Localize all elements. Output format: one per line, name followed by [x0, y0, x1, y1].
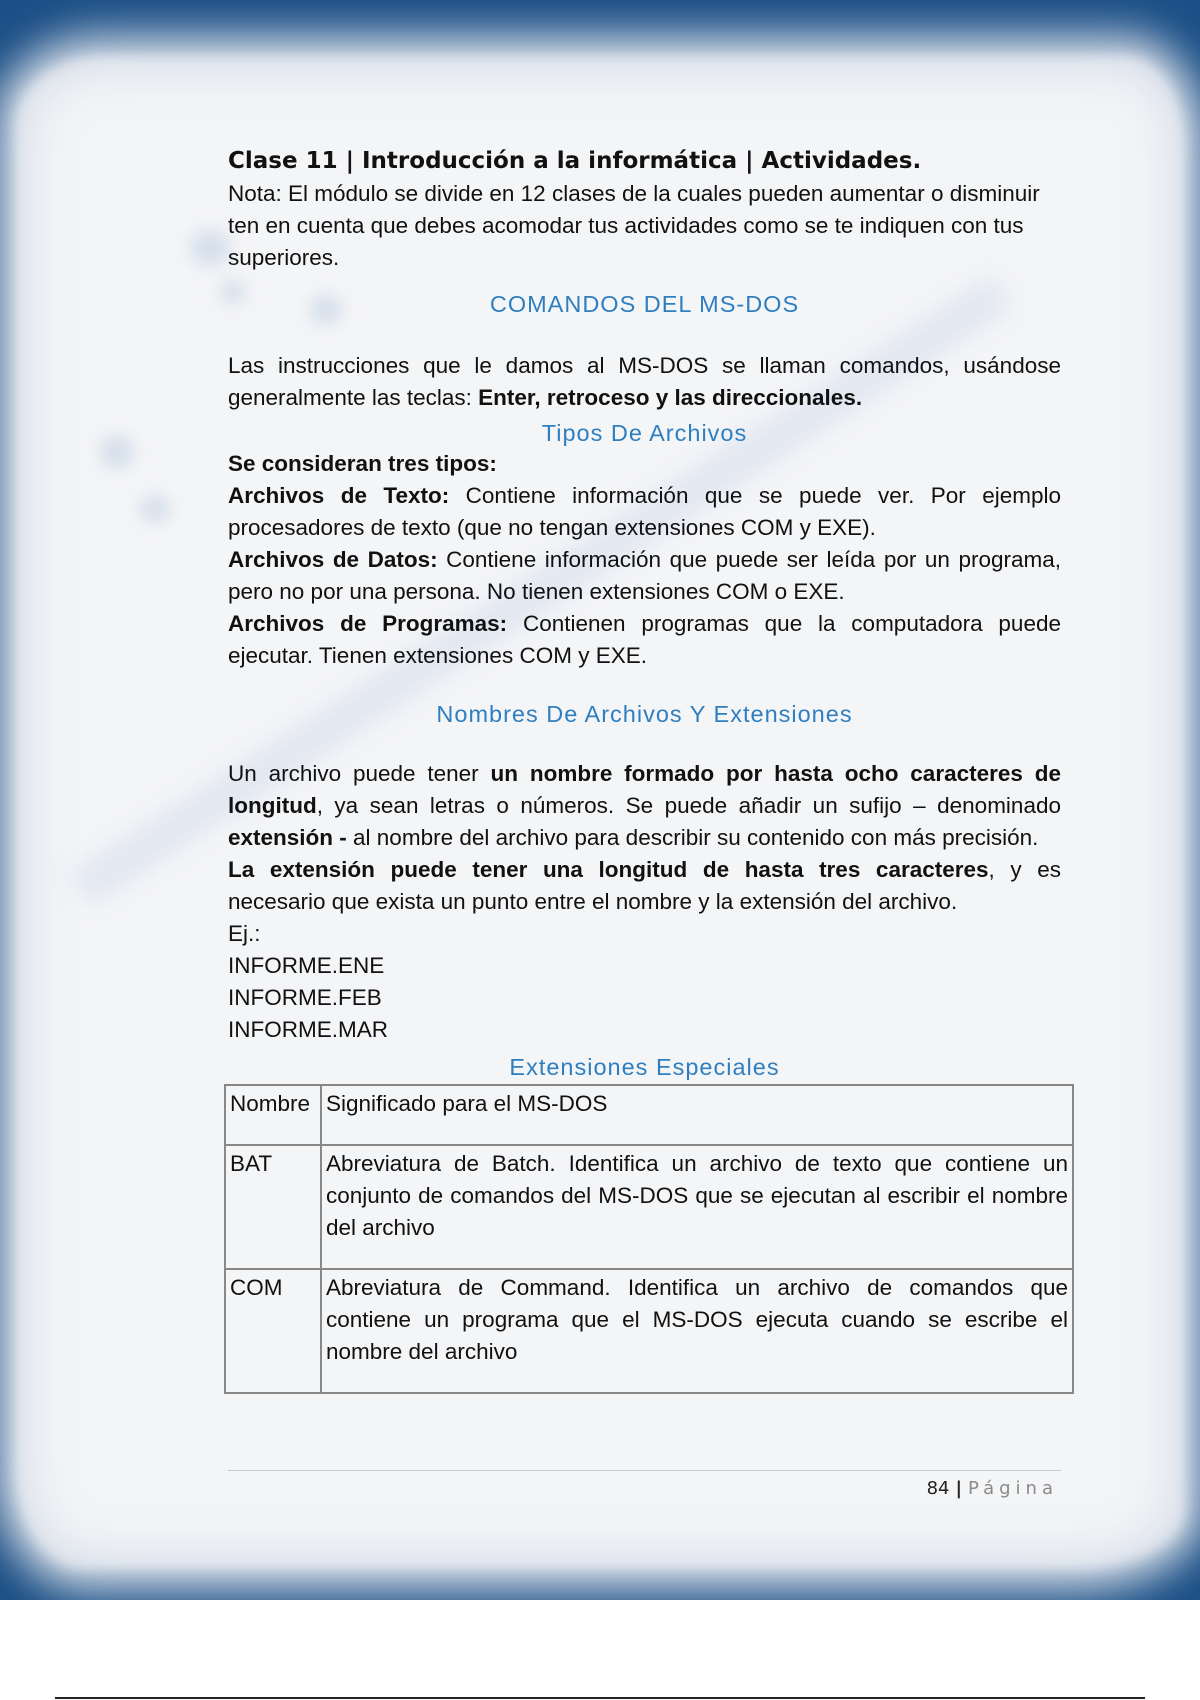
table-header-row [225, 1085, 1073, 1145]
table-cell-meaning: Abreviatura de Batch. Identifica un archivo de texto que contiene un conjunto de comandos del MS-DOS que se ejecutan al escribir el nombre del archivo [321, 1145, 1073, 1269]
example-label: Ej.: [228, 921, 261, 946]
body-text: Un archivo puede tener [228, 761, 491, 786]
page-footer [700, 1476, 1058, 1502]
body-text: al nombre del archivo para describir su contenido con más precisión. [346, 825, 1039, 850]
tipo-label: Archivos de Texto: [228, 483, 450, 508]
page-label: Página [968, 1478, 1058, 1499]
heading-extensiones: Extensiones Especiales [509, 1054, 780, 1080]
page-number: 84 [926, 1478, 950, 1499]
heading-nombres: Nombres De Archivos Y Extensiones [436, 701, 853, 727]
class-title: Clase 11 | Introducción a la informática | Actividades. [228, 148, 922, 174]
document-content [228, 144, 1068, 1394]
table-cell-name: COM [225, 1269, 321, 1393]
table-header-cell: Significado para el MS-DOS [321, 1085, 1073, 1145]
footer-divider [228, 1470, 1061, 1471]
body-text: , y es necesario que exista un punto entre el nombre y la extensión del archivo. [228, 857, 1061, 914]
body-text: , ya sean letras o números. Se puede añadir un sufijo – denominado [316, 793, 1061, 818]
table-header-cell: Nombre [225, 1085, 321, 1145]
extensions-table [224, 1084, 1074, 1394]
bottom-rule [55, 1697, 1145, 1699]
tipo-label: Archivos de Datos: [228, 547, 438, 572]
table-cell-meaning: Abreviatura de Command. Identifica un archivo de comandos que contiene un programa que el MS-DOS ejecuta cuando se escribe el nombre del archivo [321, 1269, 1073, 1393]
decorative-splotch [100, 435, 134, 469]
decorative-splotch [190, 230, 230, 266]
example-item: INFORME.MAR [228, 1017, 388, 1042]
tipos-intro [228, 448, 1061, 480]
example-item: INFORME.ENE [228, 953, 385, 978]
body-bold: La extensión puede tener una longitud de hasta tres caracteres [228, 857, 989, 882]
body-bold: un nombre formado por hasta ocho caracteres de longitud [228, 761, 1061, 818]
tipo-datos [228, 544, 1061, 608]
tipo-texto [228, 480, 1061, 544]
intro-paragraph [228, 350, 1061, 414]
heading-tipos: Tipos De Archivos [541, 420, 748, 446]
tipo-label: Archivos de Programas: [228, 611, 508, 636]
tipos-intro-text: Se consideran tres tipos: [228, 451, 497, 476]
intro-keys: Enter, retroceso y las direccionales. [478, 385, 863, 410]
tipo-programas [228, 608, 1061, 672]
heading-comandos: COMANDOS DEL MS-DOS [489, 291, 800, 317]
body-bold: extensión - [228, 825, 347, 850]
tipo-description: Contienen programas que la computadora puede ejecutar. Tienen extensiones COM y EXE. [228, 611, 1061, 668]
table-row [225, 1269, 1073, 1393]
table-row [225, 1145, 1073, 1269]
note-text: Nota: El módulo se divide en 12 clases de la cuales pueden aumentar o disminuir ten en cuenta que debes acomodar tus actividades como se te indiquen con tus superiores. [228, 181, 1040, 270]
table-cell-name: BAT [225, 1145, 321, 1269]
footer-separator: | [955, 1478, 963, 1499]
intro-text: Las instrucciones que le damos al MS-DOS se llaman comandos, usándose generalmente las teclas: [228, 353, 1061, 410]
tipo-description: Contiene información que se puede ver. Por ejemplo procesadores de texto (que no tengan extensiones COM y EXE). [228, 483, 1061, 540]
example-item: INFORME.FEB [228, 985, 382, 1010]
nombres-paragraph-2 [228, 854, 1061, 918]
tipo-description: Contiene información que puede ser leída por un programa, pero no por una persona. No tienen extensiones COM o EXE. [228, 547, 1061, 604]
nombres-paragraph-1 [228, 758, 1061, 854]
decorative-splotch [140, 495, 170, 523]
